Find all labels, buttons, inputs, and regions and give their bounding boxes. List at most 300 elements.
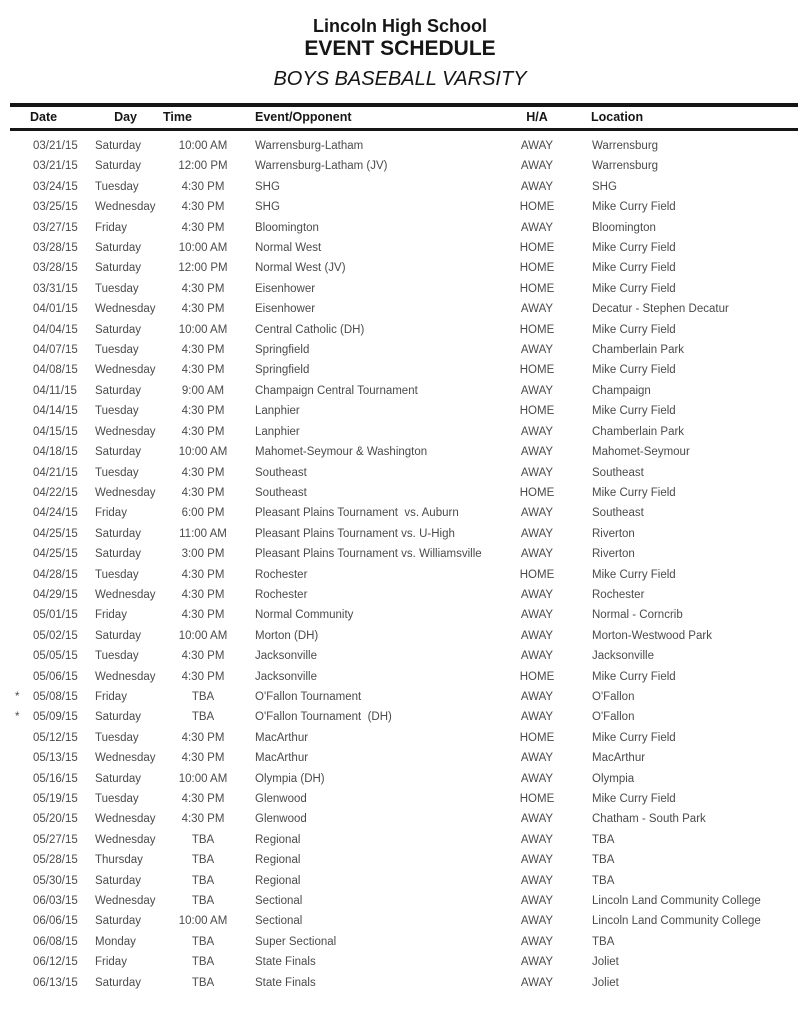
date-cell: 03/27/15 [33,221,78,234]
day-cell: Tuesday [95,405,139,418]
schedule-row [0,952,800,972]
column-header-event: Event/Opponent [255,110,352,124]
location-cell: Mike Curry Field [592,262,676,275]
time-cell: 4:30 PM [181,221,225,234]
time-cell: 3:00 PM [181,548,225,561]
location-cell: Southeast [592,507,644,520]
time-cell: 4:30 PM [181,466,225,479]
day-cell: Tuesday [95,466,139,479]
home-away-cell: AWAY [520,772,554,785]
day-cell: Friday [95,690,127,703]
event-opponent-cell: Regional [255,833,301,846]
time-cell: 12:00 PM [178,262,228,275]
location-cell: Warrensburg [592,160,659,173]
time-cell: 4:30 PM [181,588,225,601]
home-away-cell: AWAY [520,344,554,357]
day-cell: Saturday [95,548,142,561]
day-cell: Saturday [95,323,142,336]
date-cell: 05/16/15 [33,772,78,785]
home-away-cell: AWAY [520,915,554,928]
home-away-cell: AWAY [520,956,554,969]
location-cell: TBA [592,833,615,846]
day-cell: Wednesday [95,201,156,214]
date-cell: 04/07/15 [33,344,78,357]
schedule-row [0,524,800,544]
schedule-row [0,911,800,931]
schedule-row [0,340,800,360]
date-cell: 04/01/15 [33,303,78,316]
location-cell: Morton-Westwood Park [592,629,712,642]
schedule-row [0,789,800,809]
event-opponent-cell: SHG [255,180,280,193]
date-cell: 06/08/15 [33,935,78,948]
home-away-cell: HOME [519,486,555,499]
location-cell: TBA [592,874,615,887]
schedule-row [0,320,800,340]
date-cell: 04/15/15 [33,425,78,438]
time-cell: 4:30 PM [181,793,225,805]
table-header-row [0,107,800,128]
day-cell: Wednesday [95,833,156,846]
home-away-cell: AWAY [520,527,554,540]
day-cell: Saturday [95,527,142,540]
event-opponent-cell: Glenwood [255,813,307,826]
date-cell: 05/06/15 [33,670,78,683]
column-header-location: Location [591,110,644,124]
time-cell: 4:30 PM [181,405,225,418]
location-cell: Olympia [592,772,635,785]
home-away-cell: HOME [519,731,555,744]
date-cell: 03/24/15 [33,180,78,193]
event-opponent-cell: Pleasant Plains Tournament vs. Williamsville [255,548,482,561]
day-cell: Friday [95,221,127,234]
date-cell: 04/18/15 [33,446,78,459]
event-opponent-cell: Glenwood [255,793,307,805]
schedule-row [0,197,800,217]
location-cell: Mike Curry Field [592,731,676,744]
date-cell: 03/21/15 [33,160,78,173]
date-cell: 04/14/15 [33,405,78,418]
home-away-cell: HOME [519,793,555,805]
event-opponent-cell: Warrensburg-Latham (JV) [255,160,388,173]
home-away-cell: AWAY [520,629,554,642]
time-cell: 4:30 PM [181,752,225,765]
schedule-row [0,626,800,646]
day-cell: Saturday [95,242,142,255]
date-cell: 06/13/15 [33,976,78,989]
location-cell: Mike Curry Field [592,568,676,581]
day-cell: Saturday [95,446,142,459]
schedule-row [0,850,800,870]
time-cell: 4:30 PM [181,670,225,683]
date-cell: 04/28/15 [33,568,78,581]
event-opponent-cell: O'Fallon Tournament [255,690,362,703]
event-opponent-cell: Southeast [255,486,307,499]
day-cell: Tuesday [95,282,139,295]
time-cell: 10:00 AM [178,140,228,152]
date-cell: 06/06/15 [33,915,78,928]
date-cell: 05/28/15 [33,854,78,867]
day-cell: Tuesday [95,650,139,663]
home-away-cell: AWAY [520,180,554,193]
date-cell: 05/09/15 [33,711,78,724]
schedule-row [0,422,800,442]
day-cell: Tuesday [95,793,139,805]
date-cell: 05/08/15 [33,690,78,703]
column-header-date: Date [30,110,58,124]
day-cell: Wednesday [95,895,156,908]
event-opponent-cell: Mahomet-Seymour & Washington [255,446,428,459]
schedule-row [0,136,800,156]
location-cell: Lincoln Land Community College [592,915,761,928]
location-cell: O'Fallon [592,690,635,703]
schedule-row [0,299,800,319]
schedule-row [0,544,800,564]
schedule-row [0,605,800,625]
home-away-cell: HOME [519,364,555,377]
column-header-home-away: H/A [526,110,548,124]
schedule-row [0,565,800,585]
location-cell: TBA [592,854,615,867]
schedule-row [0,769,800,789]
day-cell: Saturday [95,140,142,152]
schedule-row [0,177,800,197]
time-cell: 4:30 PM [181,344,225,357]
date-cell: 03/25/15 [33,201,78,214]
event-opponent-cell: O'Fallon Tournament (DH) [255,711,392,724]
day-cell: Friday [95,609,127,622]
day-cell: Wednesday [95,588,156,601]
day-cell: Tuesday [95,344,139,357]
location-cell: Mike Curry Field [592,486,676,499]
location-cell: Chamberlain Park [592,344,685,357]
time-cell: TBA [191,976,215,989]
schedule-row [0,646,800,666]
home-away-cell: HOME [519,670,555,683]
event-opponent-cell: Lanphier [255,405,300,418]
schedule-row [0,381,800,401]
day-cell: Saturday [95,160,142,173]
day-cell: Wednesday [95,670,156,683]
schedule-row [0,728,800,748]
location-cell: Mike Curry Field [592,201,676,214]
home-away-cell: AWAY [520,650,554,663]
event-opponent-cell: Champaign Central Tournament [255,384,418,397]
time-cell: 4:30 PM [181,813,225,826]
event-opponent-cell: Rochester [255,588,308,601]
event-opponent-cell: SHG [255,201,280,214]
location-cell: Bloomington [592,221,656,234]
team-subtitle: BOYS BASEBALL VARSITY [273,68,527,90]
location-cell: O'Fallon [592,711,635,724]
schedule-row [0,156,800,176]
school-name: Lincoln High School [313,16,487,36]
location-cell: Jacksonville [592,650,654,663]
day-cell: Saturday [95,384,142,397]
day-cell: Saturday [95,976,142,989]
home-away-cell: HOME [519,242,555,255]
column-header-day: Day [114,110,137,124]
day-cell: Wednesday [95,486,156,499]
home-away-cell: HOME [519,282,555,295]
time-cell: 10:00 AM [178,772,228,785]
location-cell: TBA [592,935,615,948]
event-opponent-cell: Pleasant Plains Tournament vs. Auburn [255,507,459,520]
schedule-row [0,973,800,993]
day-cell: Saturday [95,711,142,724]
schedule-row [0,401,800,421]
location-cell: Mike Curry Field [592,282,676,295]
event-opponent-cell: Olympia (DH) [255,772,325,785]
event-opponent-cell: MacArthur [255,731,309,744]
event-opponent-cell: Warrensburg-Latham [255,140,364,152]
time-cell: TBA [191,711,215,724]
day-cell: Wednesday [95,425,156,438]
time-cell: 4:30 PM [181,282,225,295]
home-away-cell: AWAY [520,854,554,867]
location-cell: Mike Curry Field [592,364,676,377]
date-cell: 05/01/15 [33,609,78,622]
time-cell: TBA [191,854,215,867]
day-cell: Tuesday [95,180,139,193]
event-opponent-cell: MacArthur [255,752,309,765]
date-cell: 05/05/15 [33,650,78,663]
day-cell: Wednesday [95,303,156,316]
date-cell: 04/04/15 [33,323,78,336]
home-away-cell: AWAY [520,221,554,234]
schedule-row [0,360,800,380]
time-cell: TBA [191,895,215,908]
date-cell: 03/21/15 [33,140,78,152]
day-cell: Saturday [95,629,142,642]
home-away-cell: AWAY [520,976,554,989]
home-away-cell: AWAY [520,609,554,622]
schedule-row [0,442,800,462]
time-cell: TBA [191,935,215,948]
event-opponent-cell: Normal West (JV) [255,262,346,275]
time-cell: 10:00 AM [178,915,228,928]
home-away-cell: AWAY [520,446,554,459]
day-cell: Saturday [95,874,142,887]
event-opponent-cell: Bloomington [255,221,319,234]
header-rule-bottom [10,128,798,131]
time-cell: 4:30 PM [181,568,225,581]
event-opponent-cell: Jacksonville [255,650,317,663]
time-cell: TBA [191,874,215,887]
date-cell: 04/08/15 [33,364,78,377]
date-cell: 03/28/15 [33,262,78,275]
location-cell: Mike Curry Field [592,405,676,418]
day-cell: Friday [95,507,127,520]
event-opponent-cell: State Finals [255,976,316,989]
home-away-cell: AWAY [520,895,554,908]
home-away-cell: HOME [519,262,555,275]
time-cell: 10:00 AM [178,323,228,336]
event-opponent-cell: Normal West [255,242,322,255]
schedule-row [0,279,800,299]
day-cell: Wednesday [95,813,156,826]
event-opponent-cell: Eisenhower [255,282,316,295]
time-cell: 4:30 PM [181,731,225,744]
home-away-cell: HOME [519,568,555,581]
schedule-row [0,258,800,278]
event-opponent-cell: Rochester [255,568,308,581]
location-cell: Normal - Corncrib [592,609,683,622]
schedule-row [0,503,800,523]
event-opponent-cell: Springfield [255,344,310,357]
location-cell: Southeast [592,466,644,479]
location-cell: Mike Curry Field [592,242,676,255]
date-cell: 06/03/15 [33,895,78,908]
location-cell: Mahomet-Seymour [592,446,690,459]
home-away-cell: AWAY [520,833,554,846]
schedule-row [0,585,800,605]
time-cell: TBA [191,956,215,969]
day-cell: Tuesday [95,731,139,744]
location-cell: Rochester [592,588,645,601]
time-cell: 4:30 PM [181,201,225,214]
location-cell: Mike Curry Field [592,670,676,683]
day-cell: Saturday [95,915,142,928]
date-cell: 04/11/15 [33,384,77,397]
schedule-rows [0,136,800,993]
home-away-cell: AWAY [520,303,554,316]
date-cell: 04/25/15 [33,548,78,561]
home-away-cell: HOME [519,323,555,336]
home-away-cell: AWAY [520,507,554,520]
event-opponent-cell: Sectional [255,895,303,908]
home-away-cell: AWAY [520,711,554,724]
home-away-cell: AWAY [520,588,554,601]
date-cell: 05/12/15 [33,731,78,744]
time-cell: 6:00 PM [181,507,225,520]
time-cell: 4:30 PM [181,303,225,316]
home-away-cell: AWAY [520,752,554,765]
time-cell: 11:00 AM [179,527,227,540]
home-away-cell: AWAY [520,384,554,397]
event-opponent-cell: Jacksonville [255,670,317,683]
time-cell: 10:00 AM [178,446,228,459]
time-cell: 4:30 PM [181,180,225,193]
schedule-row [0,463,800,483]
home-away-cell: AWAY [520,548,554,561]
time-cell: 12:00 PM [178,160,228,173]
date-cell: 03/31/15 [33,282,78,295]
location-cell: Chatham - South Park [592,813,706,826]
schedule-row [0,871,800,891]
event-opponent-cell: Central Catholic (DH) [255,323,365,336]
time-cell: 4:30 PM [181,650,225,663]
event-opponent-cell: Normal Community [255,609,354,622]
schedule-row [0,830,800,850]
location-cell: Mike Curry Field [592,323,676,336]
day-cell: Saturday [95,772,142,785]
day-cell: Wednesday [95,364,156,377]
location-cell: Joliet [592,976,619,989]
note-marker: * [15,711,20,724]
location-cell: Lincoln Land Community College [592,895,761,908]
date-cell: 04/25/15 [33,527,78,540]
location-cell: SHG [592,180,617,193]
date-cell: 04/24/15 [33,507,78,520]
schedule-row [0,687,800,707]
day-cell: Monday [95,935,136,948]
location-cell: Warrensburg [592,140,659,152]
event-opponent-cell: Regional [255,854,301,867]
date-cell: 05/19/15 [33,793,78,805]
time-cell: 10:00 AM [178,242,228,255]
time-cell: 10:00 AM [178,629,228,642]
schedule-row [0,748,800,768]
home-away-cell: AWAY [520,425,554,438]
event-opponent-cell: Eisenhower [255,303,316,316]
home-away-cell: HOME [519,405,555,418]
location-cell: Chamberlain Park [592,425,685,438]
event-opponent-cell: Morton (DH) [255,629,319,642]
date-cell: 05/02/15 [33,629,78,642]
home-away-cell: AWAY [520,813,554,826]
date-cell: 03/28/15 [33,242,78,255]
date-cell: 04/21/15 [33,466,78,479]
day-cell: Friday [95,956,127,969]
schedule-row [0,707,800,727]
location-cell: Riverton [592,548,635,561]
location-cell: Mike Curry Field [592,793,676,805]
location-cell: Champaign [592,384,651,397]
home-away-cell: AWAY [520,690,554,703]
day-cell: Saturday [95,262,142,275]
time-cell: 4:30 PM [181,364,225,377]
day-cell: Thursday [95,854,143,867]
event-opponent-cell: Southeast [255,466,307,479]
schedule-row [0,483,800,503]
home-away-cell: AWAY [520,466,554,479]
schedule-row [0,667,800,687]
location-cell: Decatur - Stephen Decatur [592,303,729,316]
event-opponent-cell: Super Sectional [255,935,337,948]
home-away-cell: AWAY [520,140,554,152]
date-cell: 05/27/15 [33,833,78,846]
schedule-row [0,218,800,238]
home-away-cell: AWAY [520,874,554,887]
event-opponent-cell: Lanphier [255,425,300,438]
column-header-time: Time [163,110,192,124]
event-opponent-cell: Sectional [255,915,303,928]
date-cell: 05/20/15 [33,813,78,826]
time-cell: 4:30 PM [181,486,225,499]
home-away-cell: AWAY [520,935,554,948]
document-title: EVENT SCHEDULE [304,37,496,60]
schedule-row [0,238,800,258]
date-cell: 05/13/15 [33,752,78,765]
date-cell: 04/29/15 [33,588,78,601]
location-cell: MacArthur [592,752,646,765]
schedule-row [0,891,800,911]
note-marker: * [15,690,20,703]
date-cell: 05/30/15 [33,874,78,887]
time-cell: 9:00 AM [181,384,225,397]
time-cell: TBA [191,833,215,846]
time-cell: TBA [191,690,215,703]
time-cell: 4:30 PM [181,425,225,438]
home-away-cell: HOME [519,201,555,214]
schedule-row [0,932,800,952]
time-cell: 4:30 PM [181,609,225,622]
home-away-cell: AWAY [520,160,554,173]
schedule-row [0,809,800,829]
date-cell: 06/12/15 [33,956,78,969]
event-opponent-cell: State Finals [255,956,316,969]
